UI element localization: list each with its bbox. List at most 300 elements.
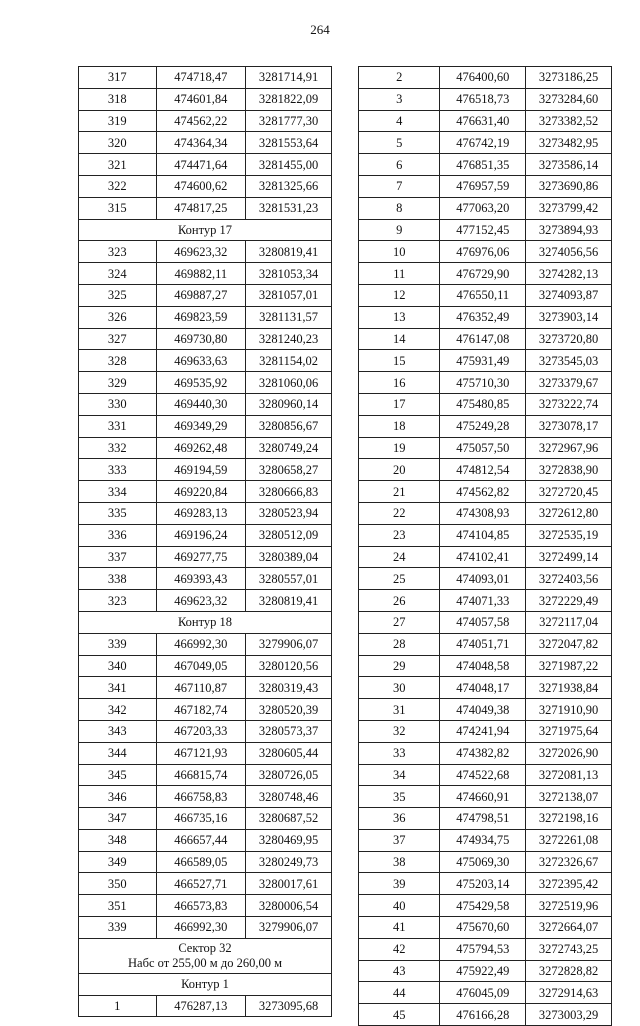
point-number-cell: 322 bbox=[79, 175, 157, 197]
y-coordinate-cell: 3273284,60 bbox=[526, 88, 612, 110]
y-coordinate-cell: 3281531,23 bbox=[246, 197, 332, 219]
y-coordinate-cell: 3271975,64 bbox=[526, 720, 612, 742]
y-coordinate-cell: 3273382,52 bbox=[526, 110, 612, 132]
table-row bbox=[79, 67, 332, 89]
point-number-cell: 331 bbox=[79, 415, 157, 437]
point-number-cell: 15 bbox=[359, 350, 440, 372]
point-number-cell: 349 bbox=[79, 851, 157, 873]
table-row bbox=[359, 895, 612, 917]
point-number-cell: 38 bbox=[359, 851, 440, 873]
y-coordinate-cell: 3281714,91 bbox=[246, 67, 332, 89]
x-coordinate-cell: 469393,43 bbox=[156, 568, 246, 590]
x-coordinate-cell: 475670,60 bbox=[440, 917, 526, 939]
table-row bbox=[359, 197, 612, 219]
y-coordinate-cell: 3272026,90 bbox=[526, 742, 612, 764]
table-row bbox=[359, 764, 612, 786]
point-number-cell: 17 bbox=[359, 393, 440, 415]
table-row bbox=[79, 895, 332, 917]
y-coordinate-cell: 3273586,14 bbox=[526, 154, 612, 176]
x-coordinate-cell: 476045,09 bbox=[440, 982, 526, 1004]
point-number-cell: 44 bbox=[359, 982, 440, 1004]
y-coordinate-cell: 3281822,09 bbox=[246, 88, 332, 110]
y-coordinate-cell: 3280666,83 bbox=[246, 481, 332, 503]
table-row bbox=[359, 851, 612, 873]
y-coordinate-cell: 3280523,94 bbox=[246, 502, 332, 524]
point-number-cell: 20 bbox=[359, 459, 440, 481]
x-coordinate-cell: 467182,74 bbox=[156, 699, 246, 721]
x-coordinate-cell: 474102,41 bbox=[440, 546, 526, 568]
x-coordinate-cell: 476147,08 bbox=[440, 328, 526, 350]
table-row bbox=[359, 524, 612, 546]
point-number-cell: 9 bbox=[359, 219, 440, 241]
table-row bbox=[359, 110, 612, 132]
table-row bbox=[79, 481, 332, 503]
page-number: 264 bbox=[310, 22, 330, 37]
point-number-cell: 345 bbox=[79, 764, 157, 786]
table-row bbox=[79, 154, 332, 176]
x-coordinate-cell: 475480,85 bbox=[440, 393, 526, 415]
y-coordinate-cell: 3272828,82 bbox=[526, 960, 612, 982]
x-coordinate-cell: 469535,92 bbox=[156, 372, 246, 394]
x-coordinate-cell: 474308,93 bbox=[440, 502, 526, 524]
table-row bbox=[79, 699, 332, 721]
x-coordinate-cell: 466657,44 bbox=[156, 829, 246, 851]
point-number-cell: 36 bbox=[359, 808, 440, 830]
table-row bbox=[79, 328, 332, 350]
x-coordinate-cell: 466735,16 bbox=[156, 808, 246, 830]
x-coordinate-cell: 469277,75 bbox=[156, 546, 246, 568]
x-coordinate-cell: 475794,53 bbox=[440, 938, 526, 960]
x-coordinate-cell: 469283,13 bbox=[156, 502, 246, 524]
x-coordinate-cell: 475429,58 bbox=[440, 895, 526, 917]
x-coordinate-cell: 474382,82 bbox=[440, 742, 526, 764]
x-coordinate-cell: 475931,49 bbox=[440, 350, 526, 372]
x-coordinate-cell: 469823,59 bbox=[156, 306, 246, 328]
y-coordinate-cell: 3279906,07 bbox=[246, 633, 332, 655]
x-coordinate-cell: 474057,58 bbox=[440, 611, 526, 633]
contour-header-row bbox=[79, 973, 332, 995]
x-coordinate-cell: 469349,29 bbox=[156, 415, 246, 437]
table-row bbox=[359, 786, 612, 808]
y-coordinate-cell: 3272047,82 bbox=[526, 633, 612, 655]
point-number-cell: 338 bbox=[79, 568, 157, 590]
table-row bbox=[359, 829, 612, 851]
contour-header-row bbox=[79, 219, 332, 241]
x-coordinate-cell: 476742,19 bbox=[440, 132, 526, 154]
table-row bbox=[359, 306, 612, 328]
point-number-cell: 6 bbox=[359, 154, 440, 176]
y-coordinate-cell: 3272612,80 bbox=[526, 502, 612, 524]
point-number-cell: 323 bbox=[79, 590, 157, 612]
y-coordinate-cell: 3281053,34 bbox=[246, 263, 332, 285]
y-coordinate-cell: 3280749,24 bbox=[246, 437, 332, 459]
contour-header: Контур 18 bbox=[79, 611, 332, 633]
y-coordinate-cell: 3274282,13 bbox=[526, 263, 612, 285]
x-coordinate-cell: 476352,49 bbox=[440, 306, 526, 328]
y-coordinate-cell: 3280687,52 bbox=[246, 808, 332, 830]
coordinates-table-right bbox=[358, 66, 612, 1026]
y-coordinate-cell: 3272081,13 bbox=[526, 764, 612, 786]
table-row bbox=[79, 197, 332, 219]
table-row bbox=[79, 372, 332, 394]
point-number-cell: 41 bbox=[359, 917, 440, 939]
table-row bbox=[79, 851, 332, 873]
point-number-cell: 10 bbox=[359, 241, 440, 263]
point-number-cell: 336 bbox=[79, 524, 157, 546]
point-number-cell: 351 bbox=[79, 895, 157, 917]
y-coordinate-cell: 3280748,46 bbox=[246, 786, 332, 808]
point-number-cell: 26 bbox=[359, 590, 440, 612]
point-number-cell: 339 bbox=[79, 917, 157, 939]
table-row bbox=[359, 328, 612, 350]
point-number-cell: 22 bbox=[359, 502, 440, 524]
table-row bbox=[79, 808, 332, 830]
x-coordinate-cell: 474660,91 bbox=[440, 786, 526, 808]
point-number-cell: 29 bbox=[359, 655, 440, 677]
y-coordinate-cell: 3271910,90 bbox=[526, 699, 612, 721]
y-coordinate-cell: 3281154,02 bbox=[246, 350, 332, 372]
x-coordinate-cell: 474051,71 bbox=[440, 633, 526, 655]
x-coordinate-cell: 475057,50 bbox=[440, 437, 526, 459]
point-number-cell: 4 bbox=[359, 110, 440, 132]
y-coordinate-cell: 3272967,96 bbox=[526, 437, 612, 459]
y-coordinate-cell: 3272395,42 bbox=[526, 873, 612, 895]
point-number-cell: 24 bbox=[359, 546, 440, 568]
y-coordinate-cell: 3272535,19 bbox=[526, 524, 612, 546]
table-row bbox=[359, 917, 612, 939]
table-row bbox=[359, 699, 612, 721]
point-number-cell: 343 bbox=[79, 720, 157, 742]
point-number-cell: 19 bbox=[359, 437, 440, 459]
x-coordinate-cell: 467049,05 bbox=[156, 655, 246, 677]
point-number-cell: 317 bbox=[79, 67, 157, 89]
y-coordinate-cell: 3280249,73 bbox=[246, 851, 332, 873]
point-number-cell: 337 bbox=[79, 546, 157, 568]
point-number-cell: 315 bbox=[79, 197, 157, 219]
table-row bbox=[359, 873, 612, 895]
x-coordinate-cell: 469882,11 bbox=[156, 263, 246, 285]
point-number-cell: 13 bbox=[359, 306, 440, 328]
point-number-cell: 341 bbox=[79, 677, 157, 699]
point-number-cell: 323 bbox=[79, 241, 157, 263]
point-number-cell: 40 bbox=[359, 895, 440, 917]
table-row bbox=[79, 502, 332, 524]
point-number-cell: 335 bbox=[79, 502, 157, 524]
y-coordinate-cell: 3280389,04 bbox=[246, 546, 332, 568]
table-row bbox=[79, 350, 332, 372]
y-coordinate-cell: 3273379,67 bbox=[526, 372, 612, 394]
table-row bbox=[359, 1004, 612, 1026]
x-coordinate-cell: 469730,80 bbox=[156, 328, 246, 350]
point-number-cell: 340 bbox=[79, 655, 157, 677]
x-coordinate-cell: 475249,28 bbox=[440, 415, 526, 437]
table-row bbox=[79, 263, 332, 285]
x-coordinate-cell: 466815,74 bbox=[156, 764, 246, 786]
x-coordinate-cell: 474364,34 bbox=[156, 132, 246, 154]
table-row bbox=[359, 372, 612, 394]
point-number-cell: 327 bbox=[79, 328, 157, 350]
table-row bbox=[359, 154, 612, 176]
table-row bbox=[79, 546, 332, 568]
point-number-cell: 43 bbox=[359, 960, 440, 982]
x-coordinate-cell: 474048,17 bbox=[440, 677, 526, 699]
table-row bbox=[79, 88, 332, 110]
point-number-cell: 319 bbox=[79, 110, 157, 132]
point-number-cell: 318 bbox=[79, 88, 157, 110]
y-coordinate-cell: 3272261,08 bbox=[526, 829, 612, 851]
point-number-cell: 35 bbox=[359, 786, 440, 808]
y-coordinate-cell: 3273222,74 bbox=[526, 393, 612, 415]
table-row bbox=[359, 481, 612, 503]
table-row bbox=[79, 633, 332, 655]
point-number-cell: 332 bbox=[79, 437, 157, 459]
sector-header bbox=[79, 938, 332, 973]
y-coordinate-cell: 3280658,27 bbox=[246, 459, 332, 481]
x-coordinate-cell: 475203,14 bbox=[440, 873, 526, 895]
y-coordinate-cell: 3280557,01 bbox=[246, 568, 332, 590]
point-number-cell: 320 bbox=[79, 132, 157, 154]
table-row bbox=[359, 546, 612, 568]
sector-title: Сектор 32 bbox=[178, 940, 232, 955]
point-number-cell: 12 bbox=[359, 284, 440, 306]
point-number-cell: 45 bbox=[359, 1004, 440, 1026]
x-coordinate-cell: 469623,32 bbox=[156, 590, 246, 612]
table-row bbox=[79, 437, 332, 459]
x-coordinate-cell: 469633,63 bbox=[156, 350, 246, 372]
y-coordinate-cell: 3280520,39 bbox=[246, 699, 332, 721]
coordinates-table-left bbox=[78, 66, 332, 1017]
point-number-cell: 14 bbox=[359, 328, 440, 350]
y-coordinate-cell: 3274093,87 bbox=[526, 284, 612, 306]
point-number-cell: 325 bbox=[79, 284, 157, 306]
point-number-cell: 11 bbox=[359, 263, 440, 285]
y-coordinate-cell: 3272138,07 bbox=[526, 786, 612, 808]
y-coordinate-cell: 3281777,30 bbox=[246, 110, 332, 132]
x-coordinate-cell: 474798,51 bbox=[440, 808, 526, 830]
table-row bbox=[359, 393, 612, 415]
point-number-cell: 31 bbox=[359, 699, 440, 721]
x-coordinate-cell: 474049,38 bbox=[440, 699, 526, 721]
y-coordinate-cell: 3280120,56 bbox=[246, 655, 332, 677]
point-number-cell: 344 bbox=[79, 742, 157, 764]
y-coordinate-cell: 3273482,95 bbox=[526, 132, 612, 154]
contour-header-row bbox=[79, 611, 332, 633]
y-coordinate-cell: 3280006,54 bbox=[246, 895, 332, 917]
point-number-cell: 18 bbox=[359, 415, 440, 437]
y-coordinate-cell: 3280512,09 bbox=[246, 524, 332, 546]
y-coordinate-cell: 3273095,68 bbox=[246, 995, 332, 1017]
table-row bbox=[79, 677, 332, 699]
x-coordinate-cell: 476729,90 bbox=[440, 263, 526, 285]
point-number-cell: 329 bbox=[79, 372, 157, 394]
y-coordinate-cell: 3280819,41 bbox=[246, 241, 332, 263]
table-row bbox=[359, 590, 612, 612]
table-row bbox=[359, 219, 612, 241]
table-row bbox=[79, 306, 332, 328]
y-coordinate-cell: 3272664,07 bbox=[526, 917, 612, 939]
x-coordinate-cell: 474601,84 bbox=[156, 88, 246, 110]
table-row bbox=[79, 873, 332, 895]
table-row bbox=[359, 437, 612, 459]
x-coordinate-cell: 469262,48 bbox=[156, 437, 246, 459]
contour-header: Контур 17 bbox=[79, 219, 332, 241]
point-number-cell: 33 bbox=[359, 742, 440, 764]
point-number-cell: 330 bbox=[79, 393, 157, 415]
table-row bbox=[79, 524, 332, 546]
y-coordinate-cell: 3280856,67 bbox=[246, 415, 332, 437]
y-coordinate-cell: 3272720,45 bbox=[526, 481, 612, 503]
x-coordinate-cell: 474104,85 bbox=[440, 524, 526, 546]
y-coordinate-cell: 3273690,86 bbox=[526, 175, 612, 197]
y-coordinate-cell: 3272519,96 bbox=[526, 895, 612, 917]
table-row bbox=[79, 393, 332, 415]
x-coordinate-cell: 467110,87 bbox=[156, 677, 246, 699]
table-row bbox=[359, 415, 612, 437]
y-coordinate-cell: 3281057,01 bbox=[246, 284, 332, 306]
x-coordinate-cell: 469220,84 bbox=[156, 481, 246, 503]
point-number-cell: 348 bbox=[79, 829, 157, 851]
x-coordinate-cell: 476166,28 bbox=[440, 1004, 526, 1026]
x-coordinate-cell: 476851,35 bbox=[440, 154, 526, 176]
point-number-cell: 334 bbox=[79, 481, 157, 503]
point-number-cell: 347 bbox=[79, 808, 157, 830]
table-row bbox=[359, 67, 612, 89]
point-number-cell: 324 bbox=[79, 263, 157, 285]
point-number-cell: 25 bbox=[359, 568, 440, 590]
point-number-cell: 21 bbox=[359, 481, 440, 503]
table-row bbox=[79, 590, 332, 612]
x-coordinate-cell: 474471,64 bbox=[156, 154, 246, 176]
point-number-cell: 8 bbox=[359, 197, 440, 219]
x-coordinate-cell: 474600,62 bbox=[156, 175, 246, 197]
point-number-cell: 342 bbox=[79, 699, 157, 721]
table-row bbox=[359, 284, 612, 306]
y-coordinate-cell: 3272838,90 bbox=[526, 459, 612, 481]
x-coordinate-cell: 476518,73 bbox=[440, 88, 526, 110]
x-coordinate-cell: 475069,30 bbox=[440, 851, 526, 873]
point-number-cell: 32 bbox=[359, 720, 440, 742]
table-row bbox=[79, 742, 332, 764]
table-row bbox=[359, 568, 612, 590]
table-row bbox=[359, 263, 612, 285]
y-coordinate-cell: 3271987,22 bbox=[526, 655, 612, 677]
y-coordinate-cell: 3273799,42 bbox=[526, 197, 612, 219]
y-coordinate-cell: 3273894,93 bbox=[526, 219, 612, 241]
x-coordinate-cell: 474093,01 bbox=[440, 568, 526, 590]
table-row bbox=[79, 720, 332, 742]
y-coordinate-cell: 3280017,61 bbox=[246, 873, 332, 895]
point-number-cell: 5 bbox=[359, 132, 440, 154]
table-row bbox=[359, 720, 612, 742]
x-coordinate-cell: 466527,71 bbox=[156, 873, 246, 895]
y-coordinate-cell: 3280726,05 bbox=[246, 764, 332, 786]
table-row bbox=[79, 568, 332, 590]
table-row bbox=[359, 502, 612, 524]
x-coordinate-cell: 467121,93 bbox=[156, 742, 246, 764]
table-row bbox=[359, 132, 612, 154]
point-number-cell: 34 bbox=[359, 764, 440, 786]
y-coordinate-cell: 3273903,14 bbox=[526, 306, 612, 328]
y-coordinate-cell: 3272743,25 bbox=[526, 938, 612, 960]
point-number-cell: 346 bbox=[79, 786, 157, 808]
sector-header-row bbox=[79, 938, 332, 973]
x-coordinate-cell: 474048,58 bbox=[440, 655, 526, 677]
table-row bbox=[79, 786, 332, 808]
y-coordinate-cell: 3281240,23 bbox=[246, 328, 332, 350]
table-row bbox=[359, 938, 612, 960]
y-coordinate-cell: 3281455,00 bbox=[246, 154, 332, 176]
point-number-cell: 339 bbox=[79, 633, 157, 655]
x-coordinate-cell: 469623,32 bbox=[156, 241, 246, 263]
table-row bbox=[79, 175, 332, 197]
x-coordinate-cell: 466992,30 bbox=[156, 917, 246, 939]
x-coordinate-cell: 474241,94 bbox=[440, 720, 526, 742]
point-number-cell: 7 bbox=[359, 175, 440, 197]
table-row bbox=[79, 132, 332, 154]
table-row bbox=[79, 241, 332, 263]
y-coordinate-cell: 3272403,56 bbox=[526, 568, 612, 590]
point-number-cell: 328 bbox=[79, 350, 157, 372]
x-coordinate-cell: 469887,27 bbox=[156, 284, 246, 306]
y-coordinate-cell: 3280573,37 bbox=[246, 720, 332, 742]
table-row bbox=[79, 764, 332, 786]
point-number-cell: 37 bbox=[359, 829, 440, 851]
table-row bbox=[79, 110, 332, 132]
point-number-cell: 2 bbox=[359, 67, 440, 89]
y-coordinate-cell: 3272326,67 bbox=[526, 851, 612, 873]
y-coordinate-cell: 3273720,80 bbox=[526, 328, 612, 350]
y-coordinate-cell: 3274056,56 bbox=[526, 241, 612, 263]
x-coordinate-cell: 476957,59 bbox=[440, 175, 526, 197]
y-coordinate-cell: 3279906,07 bbox=[246, 917, 332, 939]
table-row bbox=[359, 88, 612, 110]
point-number-cell: 23 bbox=[359, 524, 440, 546]
x-coordinate-cell: 474817,25 bbox=[156, 197, 246, 219]
table-row bbox=[359, 633, 612, 655]
x-coordinate-cell: 469194,59 bbox=[156, 459, 246, 481]
y-coordinate-cell: 3272229,49 bbox=[526, 590, 612, 612]
x-coordinate-cell: 476631,40 bbox=[440, 110, 526, 132]
table-row bbox=[359, 241, 612, 263]
table-row bbox=[359, 175, 612, 197]
point-number-cell: 16 bbox=[359, 372, 440, 394]
x-coordinate-cell: 466573,83 bbox=[156, 895, 246, 917]
table-row bbox=[359, 960, 612, 982]
table-row bbox=[359, 742, 612, 764]
x-coordinate-cell: 474562,82 bbox=[440, 481, 526, 503]
table-row bbox=[359, 459, 612, 481]
x-coordinate-cell: 474071,33 bbox=[440, 590, 526, 612]
x-coordinate-cell: 474562,22 bbox=[156, 110, 246, 132]
x-coordinate-cell: 466589,05 bbox=[156, 851, 246, 873]
point-number-cell: 333 bbox=[79, 459, 157, 481]
x-coordinate-cell: 469440,30 bbox=[156, 393, 246, 415]
point-number-cell: 350 bbox=[79, 873, 157, 895]
y-coordinate-cell: 3273003,29 bbox=[526, 1004, 612, 1026]
y-coordinate-cell: 3280819,41 bbox=[246, 590, 332, 612]
table-row bbox=[79, 284, 332, 306]
y-coordinate-cell: 3281325,66 bbox=[246, 175, 332, 197]
y-coordinate-cell: 3272499,14 bbox=[526, 546, 612, 568]
point-number-cell: 326 bbox=[79, 306, 157, 328]
table-row bbox=[359, 982, 612, 1004]
table-row bbox=[79, 459, 332, 481]
table-row bbox=[79, 995, 332, 1017]
point-number-cell: 321 bbox=[79, 154, 157, 176]
y-coordinate-cell: 3280319,43 bbox=[246, 677, 332, 699]
table-row bbox=[359, 677, 612, 699]
x-coordinate-cell: 474522,68 bbox=[440, 764, 526, 786]
